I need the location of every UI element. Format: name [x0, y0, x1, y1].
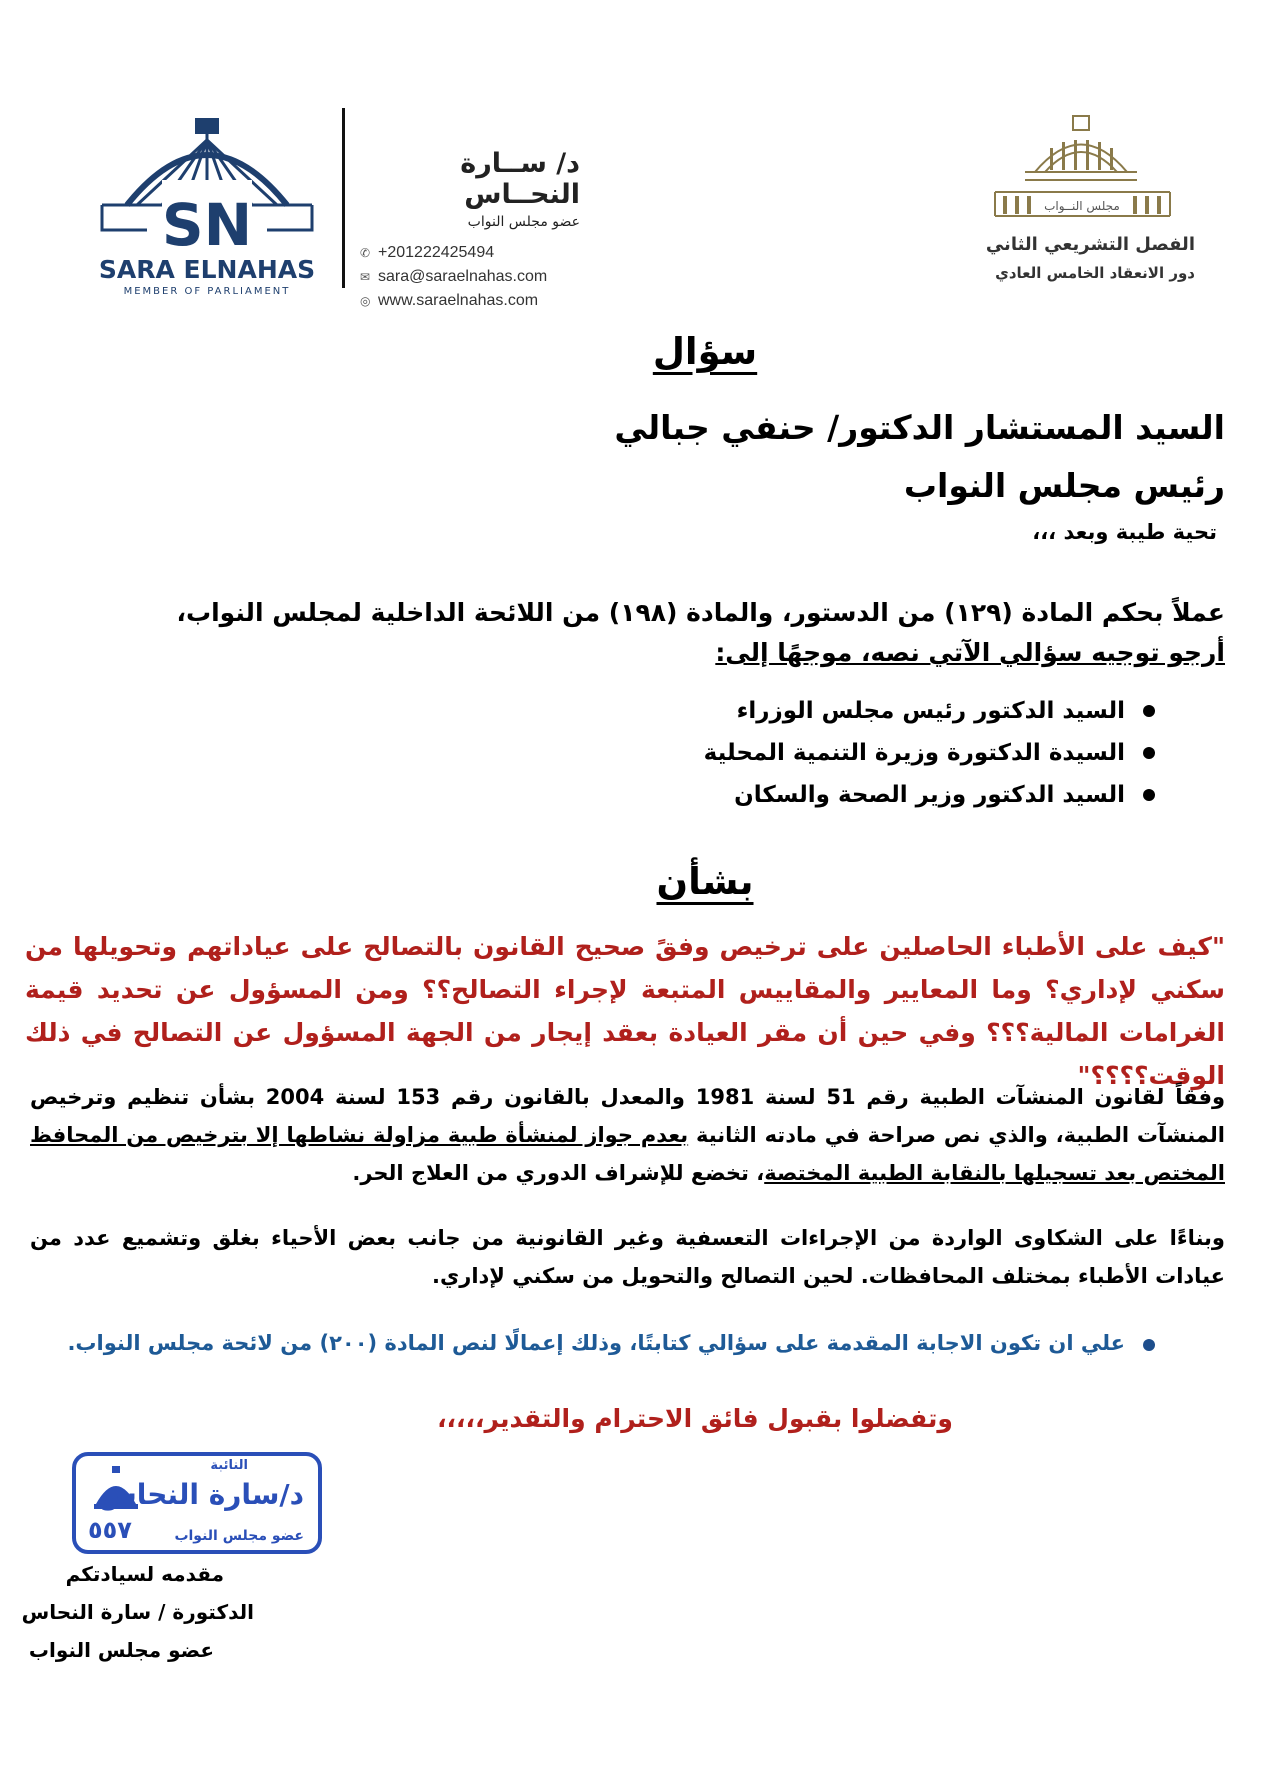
sara-elnahas-logo	[92, 110, 322, 300]
parliament-label: مجلس النــواب	[1044, 199, 1120, 213]
email-address: sara@saraelnahas.com	[378, 268, 548, 285]
list-item	[704, 774, 1155, 816]
header-divider	[342, 108, 345, 288]
document-title: سؤال	[652, 330, 758, 373]
recipient-label: السيد الدكتور رئيس مجلس الوزراء	[736, 698, 1125, 724]
logo-initials: SN	[161, 191, 253, 259]
recipient-label: السيدة الدكتورة وزيرة التنمية المحلية	[703, 740, 1125, 766]
bullet-icon	[1143, 1339, 1155, 1351]
stamp-number: ٥٥٧	[88, 1516, 132, 1544]
phone-row	[360, 244, 600, 262]
recipient-label: السيد الدكتور وزير الصحة والسكان	[734, 782, 1125, 808]
legislative-term: الفصل التشريعي الثاني	[985, 234, 1195, 255]
legal-basis-emphasis: بعدم جواز لمنشأة طبية مزاولة نشاطها إلا بترخيص من المحافظ المختص بعد تسجيلها بالنقابة الطبية المختصة	[30, 1123, 1225, 1185]
stamp-role: عضو مجلس النواب	[174, 1528, 304, 1544]
intro-request: أرجو توجيه سؤالي الآتي نصه، موجهًا إلى:	[715, 638, 1225, 667]
contact-role: عضو مجلس النواب	[467, 214, 580, 230]
website-row	[360, 292, 600, 310]
legal-basis-text: وفقاً لقانون المنشآت الطبية رقم 51 لسنة 1981 والمعدل بالقانون رقم 153 لسنة 2004 بشأن تنظيم وترخيص المنشآت الطبية، والذي نص صراحة في مادته الثانية	[30, 1085, 1226, 1147]
logo-subtitle: MEMBER OF PARLIAMENT	[123, 286, 291, 297]
session-term: دور الانعقاد الخامس العادي	[995, 264, 1195, 282]
signature-intro: مقدمه لسيادتكم	[65, 1562, 224, 1586]
bullet-icon	[1143, 705, 1155, 717]
official-stamp	[72, 1452, 322, 1554]
mail-icon: ✉	[360, 270, 371, 284]
contact-name: د/ ســارة النحــاس	[460, 148, 580, 210]
list-item	[704, 732, 1155, 774]
stamp-name: د/سارة النحاس	[98, 1478, 304, 1511]
addressee-name: السيد المستشار الدكتور/ حنفي جبالي	[614, 408, 1225, 447]
website-url: www.saraelnahas.com	[378, 292, 539, 309]
greeting: تحية طيبة وبعد ،،،	[1032, 520, 1217, 544]
written-answer-note	[10, 1324, 1225, 1362]
complaints-paragraph: وبناءًا على الشكاوى الواردة من الإجراءات التعسفية وغير القانونية من جانب بعض الأحياء بغلق وتشميع عدد من عيادات الأطباء بمختلف المحافظات. لحين التصالح والتحويل من سكني لإداري.	[30, 1226, 1225, 1288]
intro-text: عملاً بحكم المادة (١٢٩) من الدستور، والمادة (١٩٨) من اللائحة الداخلية لمجلس النواب،	[176, 598, 1225, 627]
question-text: "كيف على الأطباء الحاصلين على ترخيص وفقً صحيح القانون بالتصالح على عياداتهم وتحويلها من سكني لإداري؟ وما المعايير والمقاييس المتبعة لإجراء التصالح؟؟ ومن المسؤول عن تحديد قيمة الغرامات المالية؟؟؟ وفي حين أن مقر العيادة بعقد إيجار من الجهة المسؤول عن التصالح في ذلك الوقت؟؟؟؟"	[25, 932, 1225, 1090]
contact-block	[360, 148, 600, 310]
stamp-title: النائبة	[210, 1458, 248, 1473]
email-row	[360, 268, 600, 286]
intro-paragraph	[45, 593, 1225, 673]
subject-heading: بشأن	[656, 860, 754, 903]
legal-basis-paragraph	[30, 1078, 1225, 1192]
globe-icon: ◎	[360, 294, 371, 308]
phone-number: +201222425494	[378, 244, 495, 261]
signature-name: الدكتورة / سارة النحاس	[21, 1600, 254, 1624]
logo-name: SARA ELNAHAS	[98, 255, 316, 284]
signature-title: عضو مجلس النواب	[28, 1638, 214, 1662]
recipients-list	[704, 690, 1155, 816]
bullet-icon	[1143, 789, 1155, 801]
note-text: علي ان تكون الاجابة المقدمة على سؤالي كتابتًا، وذلك إعمالًا لنص المادة (٢٠٠) من لائحة مجلس النواب.	[67, 1331, 1125, 1355]
phone-icon: ✆	[360, 246, 371, 260]
closing-line: وتفضلوا بقبول فائق الاحترام والتقدير،،،،،	[437, 1404, 953, 1433]
addressee-title: رئيس مجلس النواب	[903, 466, 1225, 505]
list-item	[704, 690, 1155, 732]
legal-basis-text-end: ، تخضع للإشراف الدوري من العلاج الحر.	[352, 1161, 765, 1185]
bullet-icon	[1143, 747, 1155, 759]
